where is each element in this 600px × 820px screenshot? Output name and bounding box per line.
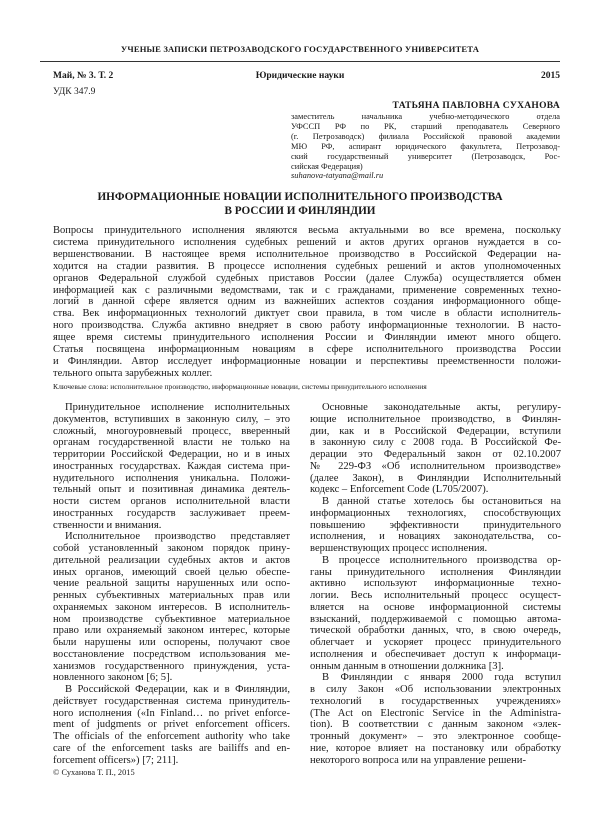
text-line: сийская Федерация): [291, 161, 363, 171]
text-line: собой установленный законом порядок прину-: [53, 543, 290, 554]
text-line: тельный опыт и позитивная динамика деятель-: [53, 484, 290, 496]
text-line: онным данным в отношении должника [3].: [310, 660, 504, 672]
text-line: право или охраняемый законом интерес, которые: [53, 625, 290, 637]
text-line: Вопросы принудительного исполнения являются весьма актуальными во все времена, поскольку: [53, 225, 561, 236]
text-line: Принудительное исполнение исполнительных: [65, 402, 290, 413]
text-line: в силу Закон «Об использовании электронных: [310, 684, 561, 695]
paragraph: [310, 496, 561, 555]
year: 2015: [541, 71, 560, 81]
text-line: документов, вступивших в законную силу, – это: [53, 413, 290, 425]
text-line: дерации это Федеральный закон от 02.10.2007: [310, 449, 561, 460]
paragraph: [310, 672, 561, 766]
text-line: The officials of the enforcement authority who take: [53, 731, 290, 742]
text-line: В процессе исполнительного производства ор-: [322, 554, 561, 566]
body-column-left: [53, 402, 290, 766]
paragraph: [53, 531, 290, 684]
paragraph: [291, 112, 560, 171]
text-line: Исполнительное производство представляет: [65, 531, 290, 543]
text-line: ханизмов государственного принуждения, уста-: [53, 660, 290, 672]
paragraph: [310, 402, 561, 496]
text-line: тической обработки данных, что, в свою очередь,: [310, 625, 561, 637]
text-line: (г. Петрозаводск) филиала Российской правовой академии: [291, 131, 560, 141]
author-email[interactable]: suhanova-tatyana@mail.ru: [291, 171, 384, 181]
text-line: сложный, многоуровневый процесс, вверенный: [53, 425, 290, 437]
text-line: чение реальной защиты нарушенных или оспо-: [53, 578, 290, 590]
title-line-2: В РОССИИ И ФИНЛЯНДИИ: [224, 205, 376, 217]
header-rule: [40, 61, 560, 62]
paragraph: [53, 684, 290, 766]
section-name: Юридические науки: [255, 71, 345, 81]
text-line: восстановление посредством использования ме-: [53, 648, 290, 660]
text-line: тельного опыта зарубежных коллег.: [53, 367, 213, 379]
text-line: некоторого вопроса или на управление решени-: [310, 754, 527, 766]
copyright: © Суханова Т. П., 2015: [53, 768, 135, 777]
text-line: ment of judgments or privet enforcement officers.: [53, 719, 290, 731]
text-line: ренных субъективных материальных прав или: [53, 590, 290, 601]
body-column-right: [310, 402, 561, 766]
keywords: Ключевые слова: исполнительное производство, информационные новации, системы принудительного исполнения: [53, 382, 427, 391]
text-line: ственности и внимания.: [53, 519, 162, 531]
text-line: ходится на стадии развития. В процессе исполнения судебных решений и актов уполномоченных: [53, 260, 561, 272]
text-line: иных органов, имеющий своей целью обеспе-: [53, 566, 290, 578]
text-line: ного исполнения («In Finland… no privet enforce-: [53, 707, 290, 719]
text-line: Основные законодательные акты, регулиру-: [322, 402, 561, 413]
text-line: органам государственной власти не только на: [53, 437, 290, 449]
text-line: кодекс – Enforcement Code (L705/2007).: [310, 484, 489, 496]
journal-title: УЧЕНЫЕ ЗАПИСКИ ПЕТРОЗАВОДСКОГО ГОСУДАРСТВЕННОГО УНИВЕРСИТЕТА: [120, 44, 480, 54]
text-line: ский государственный университет (Петрозаводск, Рос-: [291, 151, 560, 161]
text-line: система принудительного исполнения судебных решений и актов других органов нуждается в со-: [53, 236, 561, 248]
text-line: тронный документ» – это электронное сообще-: [310, 731, 561, 742]
text-line: взысканий, поддерживаемой с помощью автома-: [310, 613, 561, 625]
text-line: вляется на основе информационной системы: [310, 601, 561, 613]
text-line: исполнения и обеспечивает доступ к информаци-: [310, 648, 561, 660]
text-line: ства. Век информационных технологий диктует свои правила, в том числе в области исполнитель-: [53, 308, 561, 320]
text-line: технологий в государственных учреждениях»: [310, 695, 561, 707]
text-line: ющие исполнительное производство, в Финлян-: [310, 413, 561, 425]
text-line: (далее Закон), в Финляндии Исполнительный: [310, 472, 561, 484]
title-line-1: ИНФОРМАЦИОННЫЕ НОВАЦИИ ИСПОЛНИТЕЛЬНОГО ПРОИЗВОДСТВА: [97, 191, 503, 203]
text-line: вершенствующих процесс исполнения.: [310, 543, 488, 554]
text-line: В Российской Федерации, как и в Финляндии,: [65, 684, 290, 695]
text-line: ного производства. Служба активно внедряет в свою работу информационные технологии. В насто-: [53, 320, 561, 332]
author-affiliation: [291, 112, 560, 181]
text-line: активно используют информационные техно-: [310, 578, 561, 590]
text-line: В данной статье хотелось бы остановиться на: [322, 496, 561, 507]
text-line: исполнения, и новациях законодательства, со-: [310, 531, 561, 543]
text-line: В Финляндии с января 2000 года вступил: [322, 672, 561, 684]
article-title: [40, 190, 560, 218]
text-line: Статья посвящена информационным новациям в сфере исполнительного производства России: [53, 344, 561, 356]
text-line: нудительного исполнения уникальна. Положи-: [53, 472, 290, 484]
text-line: дии, как и в Российской Федерации, вступили: [310, 425, 561, 437]
text-line: заместитель начальника учебно-методического отдела: [291, 112, 560, 121]
text-line: логий в данной сфере является одним из важнейших аспектов создания информационного обще-: [53, 296, 561, 308]
udk-code: УДК 347.9: [53, 87, 96, 97]
text-line: действует государственная система принудитель-: [53, 695, 290, 707]
text-line: ганы принудительного исполнения Финляндии: [310, 566, 561, 578]
text-line: № 229-ФЗ «Об исполнительном производстве»: [310, 460, 561, 472]
text-line: вершенствовании. В настоящее время исполнительное производство в Российской Федерации на-: [53, 248, 561, 260]
text-line: иностранных государствах. Каждая система при-: [53, 460, 290, 472]
text-line: новленного законом [6; 5].: [53, 672, 173, 684]
text-line: были нарушены или оспорены, получают свое: [53, 637, 290, 648]
affiliation-lines: [291, 112, 560, 171]
text-line: информационных технологиях, способствующих: [310, 507, 561, 519]
text-line: охраняемых законом интересов. В исполнитель-: [53, 601, 290, 613]
text-line: care of the enforcement tasks are bailiffs and en-: [53, 742, 290, 754]
text-line: информацией как с различными ведомствами, так и с гражданами, применение современных техно-: [53, 284, 561, 296]
text-line: повышению эффективности принудительного: [310, 519, 561, 531]
text-line: иностранных государств заслуживает преем-: [53, 507, 290, 519]
text-line: дительной реализации судебных актов и актов: [53, 554, 290, 566]
abstract: [53, 225, 561, 380]
text-line: логии. Весь исполнительный процесс осущест-: [310, 590, 561, 601]
issue-info: Май, № 3. Т. 2: [53, 71, 114, 81]
text-line: (The Act on Electronic Service in the Administra-: [310, 707, 561, 719]
text-line: ние, которое влияет на постановку или обработку: [310, 742, 561, 754]
text-line: forcement officers») [7; 211].: [53, 754, 179, 766]
text-line: облегчает и ускоряет процесс принудительного: [310, 637, 561, 648]
paragraph: [53, 402, 290, 531]
text-line: ности систем органов исполнительной власти: [53, 496, 290, 507]
text-line: ящее время системы принудительного исполнения России и Финляндии имеют много общего.: [53, 332, 561, 344]
text-line: ном производстве субъективное материальное: [53, 613, 290, 625]
author-name: ТАТЬЯНА ПАВЛОВНА СУХАНОВА: [392, 101, 560, 111]
text-line: МЮ РФ, аспирант юридического факультета, Петрозавод-: [291, 141, 560, 151]
text-line: и Финляндии. Автор исследует информационные новации и перспективы преемственности положи-: [53, 355, 561, 367]
paragraph: [310, 555, 561, 673]
text-line: территории Российской Федерации, но и в иных: [53, 449, 290, 460]
text-line: УФССП РФ по РК, старший преподаватель Северного: [291, 121, 560, 131]
paragraph: [53, 225, 561, 380]
text-line: tion). В соответствии с данным законом «элек-: [310, 719, 561, 731]
text-line: в законную силу с 2008 года. В Российской Фе-: [310, 437, 561, 449]
text-line: органов Федеральной службой судебных приставов России (далее Служба) осуществляется обмен: [53, 272, 561, 284]
